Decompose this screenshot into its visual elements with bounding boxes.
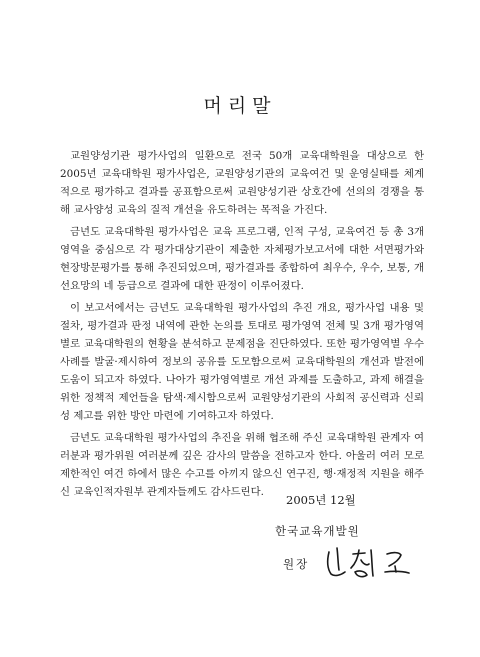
signature-block [283, 542, 423, 582]
paragraph-2: 금년도 교육대학원 평가사업은 교육 프로그램, 인적 구성, 교육여건 등 총 3개 영역을 중심으로 각 평가대상기관이 제출한 자체평가보고서에 대한 서면평가와 현장방문평가를 통해 추진되었으며, 평가결과를 종합하여 최우수, 우수, 보통, 개선요망의 네 등급으로 결과에 대한 판정이 이루어졌다. [60, 226, 424, 292]
organization-name: 한국교육개발원 [275, 524, 360, 538]
signer-role: 원장 [283, 557, 310, 571]
page-title: 머리말 [203, 95, 277, 117]
preface-body [60, 147, 424, 501]
handwritten-signature-icon [323, 542, 413, 582]
paragraph-1: 교원양성기관 평가사업의 일환으로 전국 50개 교육대학원을 대상으로 한 2005년 교육대학원 평가사업은, 교원양성기관의 교육여건 및 운영실태를 체계적으로 평가하고 결과를 공표함으로써 교원양성기관 상호간에 선의의 경쟁을 통해 교사양성 교육의 질적 개선을 유도하려는 목적을 가진다. [60, 150, 424, 216]
paragraph-4: 금년도 교육대학원 평가사업의 추진을 위해 협조해 주신 교육대학원 관계자 여러분과 평가위원 여러분께 깊은 감사의 말씀을 전하고자 한다. 아울러 여러 모로 제한적인 여건 하에서 많은 수고를 아끼지 않으신 연구진, 행·재정적 지원을 해주신 교육인적자원부 관계자들께도 감사드린다. [60, 432, 424, 498]
paragraph-3: 이 보고서에서는 금년도 교육대학원 평가사업의 추진 개요, 평가사업 내용 및 절차, 평가결과 판정 내역에 관한 논의를 토대로 평가영역 전체 및 3개 평가영역별로 교육대학원의 현황을 분석하고 문제점을 진단하였다. 또한 평가영역별 우수 사례를 발굴·제시하여 정보의 공유를 도모함으로써 교육대학원의 개선과 발전에 도움이 되고자 하였다. 나아가 평가영역별로 개선 과제를 도출하고, 과제 해결을 위한 정책적 제언들을 탐색·제시함으로써 교원양성기관의 사회적 공신력과 신뢰성 제고를 위한 방안 마련에 기여하고자 하였다. [60, 302, 424, 422]
document-date: 2005년 12월 [286, 493, 356, 507]
